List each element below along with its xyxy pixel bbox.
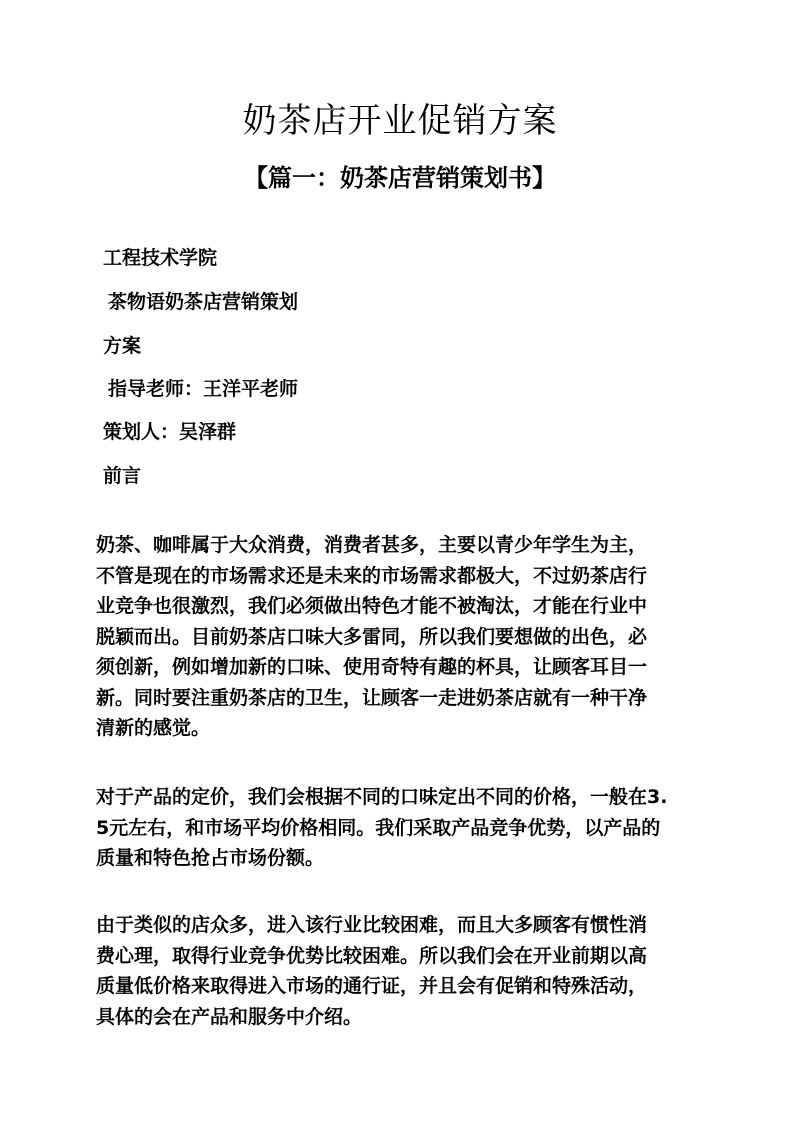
- header-line-planner: 策划人：吴泽群: [103, 421, 237, 443]
- paragraph-line: 对于产品的定价，我们会根据不同的口味定出不同的价格，一般在3.: [96, 786, 668, 808]
- paragraph-line: 业竞争也很激烈，我们必须做出特色才能不被淘汰，才能在行业中: [96, 595, 648, 617]
- paragraph-line: 由于类似的店众多，进入该行业比较困难，而且大多顾客有惯性消: [96, 914, 648, 936]
- header-line-plan: 方案: [103, 335, 142, 357]
- paragraph-line: 质量和特色抢占市场份额。: [96, 847, 325, 869]
- header-line-project: 茶物语奶茶店营销策划: [108, 291, 299, 313]
- paragraph-2: [96, 782, 708, 874]
- paragraph-line: 奶茶、咖啡属于大众消费，消费者甚多，主要以青少年学生为主，: [96, 534, 648, 556]
- header-line-advisor: 指导老师：王洋平老师: [108, 378, 299, 400]
- paragraph-line: 新。同时要注重奶茶店的卫生，让顾客一走进奶茶店就有一种干净: [96, 686, 648, 709]
- paragraph-line: 不管是现在的市场需求还是未来的市场需求都极大，不过奶茶店行: [96, 564, 648, 587]
- paragraph-line: 须创新，例如增加新的口味、使用奇特有趣的杯具，让顾客耳目一: [96, 656, 648, 678]
- header-line-school: 工程技术学院: [103, 247, 218, 269]
- paragraph-3: [96, 910, 708, 1032]
- paragraph-line: 5元左右，和市场平均价格相同。我们采取产品竞争优势，以产品的: [96, 816, 661, 839]
- paragraph-line: 清新的感觉。: [96, 717, 211, 739]
- paragraph-line: 具体的会在产品和服务中介绍。: [96, 1005, 363, 1028]
- paragraph-line: 费心理，取得行业竞争优势比较困难。所以我们会在开业前期以高: [96, 944, 648, 967]
- document-title: 奶茶店开业促销方案: [242, 101, 558, 141]
- document-subtitle: 【篇一：奶茶店营销策划书】: [244, 163, 556, 192]
- paragraph-line: 脱颖而出。目前奶茶店口味大多雷同，所以我们要想做的出色，必: [96, 625, 648, 648]
- paragraph-line: 质量低价格来取得进入市场的通行证，并且会有促销和特殊活动，: [96, 975, 648, 997]
- header-line-preface: 前言: [103, 465, 142, 487]
- paragraph-1: [96, 530, 708, 744]
